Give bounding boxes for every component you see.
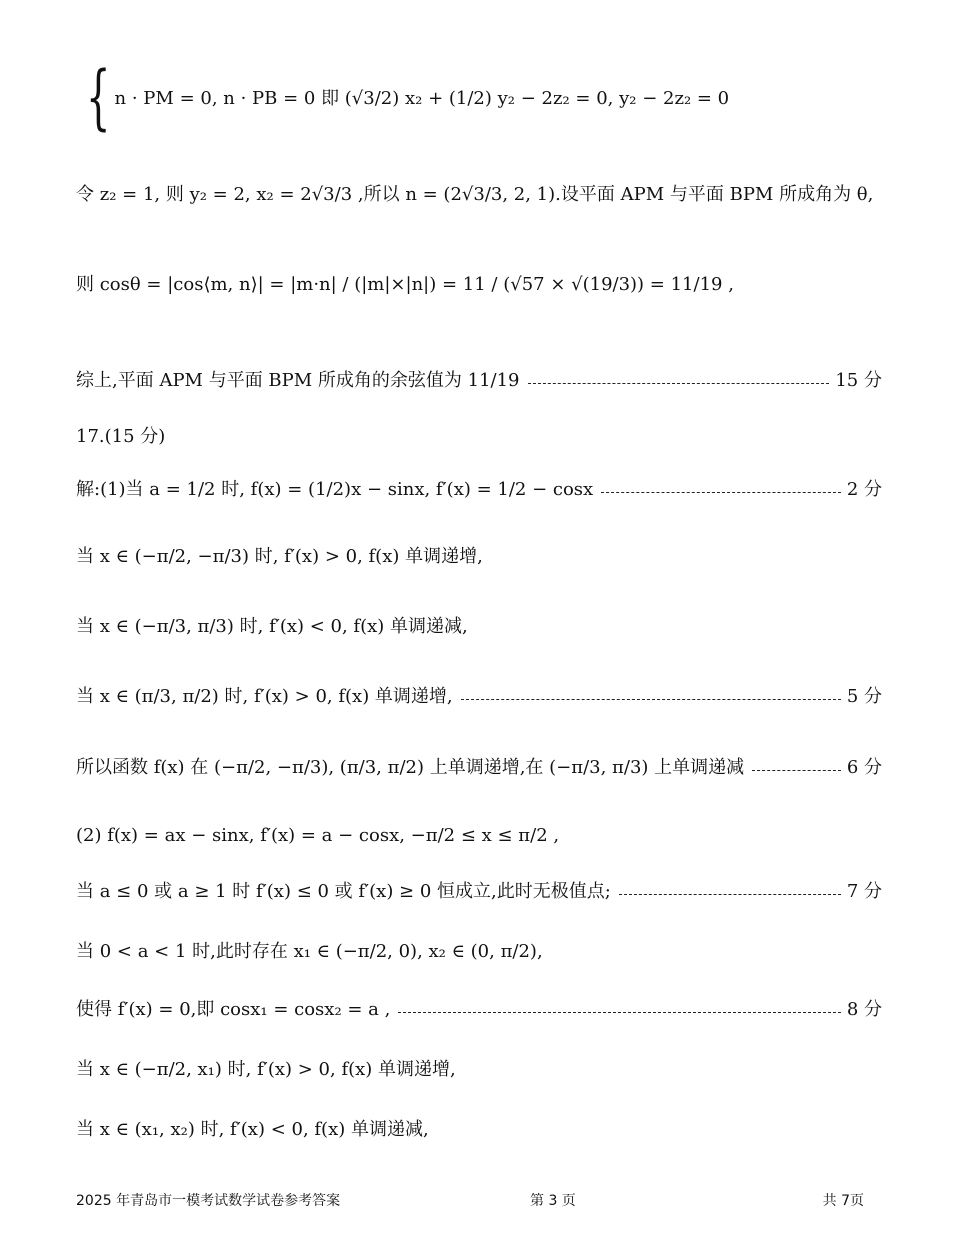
line-7 [76, 614, 882, 640]
score-label: 7 分 [846, 881, 882, 902]
line-text: 当 0 < a < 1 时,此时存在 x₁ ∈ (−π/2, 0), x₂ ∈ (0, π/2), [76, 941, 543, 962]
footer-title: 2025 年青岛市一模考试数学试卷参考答案 [76, 1193, 341, 1209]
dotted-leader [461, 699, 841, 700]
line-text: 使得 f′(x) = 0,即 cosx₁ = cosx₂ = a , [76, 999, 391, 1020]
dotted-leader [752, 770, 841, 771]
dotted-leader [528, 383, 830, 384]
dotted-leader [619, 894, 841, 895]
score-label: 8 分 [846, 999, 882, 1020]
line-text: 当 x ∈ (x₁, x₂) 时, f′(x) < 0, f(x) 单调递减, [76, 1119, 429, 1140]
line-text: 综上,平面 APM 与平面 BPM 所成角的余弦值为 11/19 [76, 370, 520, 391]
line-6 [76, 544, 882, 570]
line-4 [76, 424, 882, 450]
dotted-leader [398, 1012, 840, 1013]
line-text: 令 z₂ = 1, 则 y₂ = 2, x₂ = 2√3/3 ,所以 n = (2√3/3, 2, 1).设平面 APM 与平面 BPM 所成角为 θ, [76, 184, 874, 205]
score-label: 6 分 [846, 757, 882, 778]
footer-page-number: 第 3 页 [530, 1193, 576, 1209]
brace: { [86, 56, 111, 138]
line-14 [76, 1057, 882, 1083]
line-13 [76, 997, 882, 1023]
line-text: 当 x ∈ (−π/3, π/3) 时, f′(x) < 0, f(x) 单调递减, [76, 616, 468, 637]
line-text: 当 a ≤ 0 或 a ≥ 1 时 f′(x) ≤ 0 或 f′(x) ≥ 0 恒成立,此时无极值点; [76, 881, 611, 902]
line-text: 当 x ∈ (−π/2, −π/3) 时, f′(x) > 0, f(x) 单调递增, [76, 546, 483, 567]
line-10 [76, 823, 882, 849]
line-2 [76, 272, 882, 298]
line-11 [76, 879, 882, 905]
score-label: 2 分 [846, 479, 882, 500]
line-8 [76, 684, 882, 710]
line-text: 所以函数 f(x) 在 (−π/2, −π/3), (π/3, π/2) 上单调递增,在 (−π/3, π/3) 上单调递减 [76, 757, 745, 778]
line-3 [76, 368, 882, 394]
line-5 [76, 477, 882, 503]
line-text: (2) f(x) = ax − sinx, f′(x) = a − cosx, −π/2 ≤ x ≤ π/2 , [76, 825, 560, 846]
line-text: 则 cosθ = |cos⟨m, n⟩| = |m·n| / (|m|×|n|) = 11 / (√57 × √(19/3)) = 11/19 , [76, 274, 734, 295]
line-text: 解:(1)当 a = 1/2 时, f(x) = (1/2)x − sinx, f′(x) = 1/2 − cosx [76, 479, 594, 500]
line-text: 当 x ∈ (−π/2, x₁) 时, f′(x) > 0, f(x) 单调递增, [76, 1059, 456, 1080]
score-label: 15 分 [835, 370, 882, 391]
system-text: n · PM = 0, n · PB = 0 即 (√3/2) x₂ + (1/2) y₂ − 2z₂ = 0, y₂ − 2z₂ = 0 [114, 88, 730, 109]
score-label: 5 分 [846, 686, 882, 707]
line-9 [76, 755, 882, 781]
line-15 [76, 1117, 882, 1143]
section-heading: 17.(15 分) [76, 426, 166, 447]
line-text: 当 x ∈ (π/3, π/2) 时, f′(x) > 0, f(x) 单调递增, [76, 686, 453, 707]
equation-system [76, 56, 730, 138]
line-12 [76, 939, 882, 965]
line-1 [76, 182, 882, 208]
footer-total-pages: 共 7页 [822, 1193, 864, 1209]
dotted-leader [601, 492, 841, 493]
